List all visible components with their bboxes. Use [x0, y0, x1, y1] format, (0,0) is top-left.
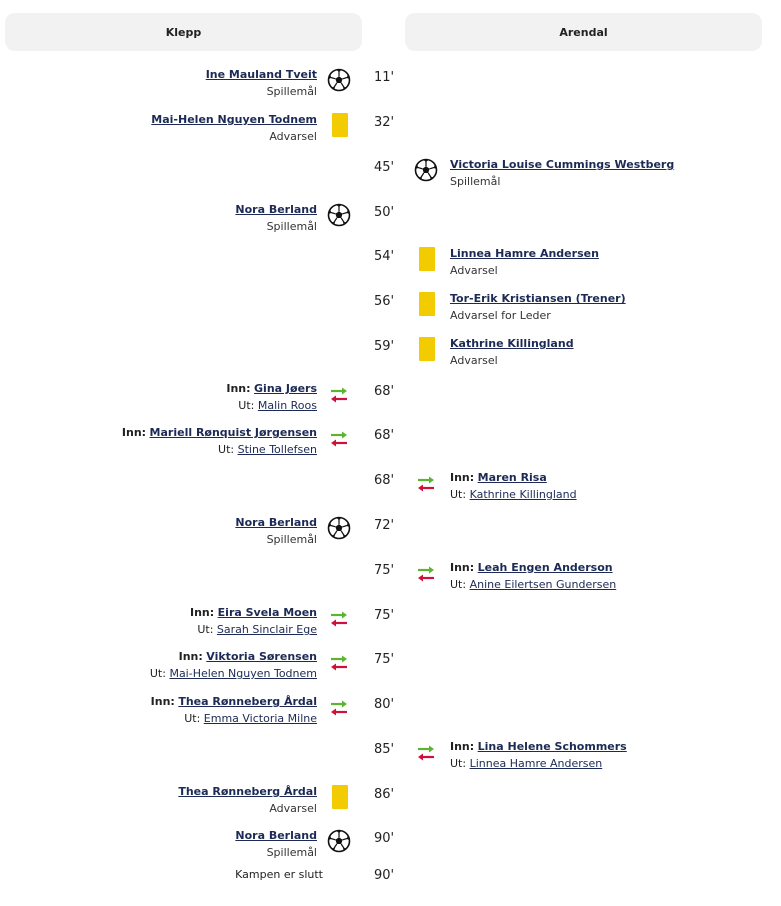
event-row — [0, 66, 781, 106]
event-minute: 54' — [373, 249, 395, 264]
player-out-link[interactable]: Anine Eilertsen Gundersen — [469, 578, 617, 591]
event-type-text: Advarsel — [269, 130, 317, 143]
sub-out-label: Ut: — [238, 399, 255, 412]
event-minute: 72' — [373, 518, 395, 533]
event-details — [450, 738, 627, 772]
event-type-text: Advarsel — [450, 264, 498, 277]
player-out-link[interactable]: Kathrine Killingland — [469, 488, 577, 501]
event-row — [0, 604, 781, 644]
player-in-link[interactable]: Gina Jøers — [254, 382, 317, 395]
player-link[interactable]: Thea Rønneberg Årdal — [178, 785, 317, 798]
event-details — [450, 290, 626, 324]
event-details — [450, 156, 674, 190]
player-out-link[interactable]: Emma Victoria Milne — [203, 712, 317, 725]
event-details — [178, 783, 317, 817]
player-in-link[interactable]: Lina Helene Schommers — [477, 740, 627, 753]
sub-in-label: Inn: — [450, 561, 475, 574]
sub-out-label: Ut: — [450, 578, 467, 591]
player-link[interactable]: Kathrine Killingland — [450, 337, 574, 350]
yellow-card-icon — [327, 785, 353, 811]
sub-in-line — [190, 604, 317, 621]
home-team-header — [5, 13, 362, 51]
event-row — [0, 335, 781, 375]
event-minute: 50' — [373, 205, 395, 220]
player-out-link[interactable]: Stine Tollefsen — [237, 443, 317, 456]
event-minute: 68' — [373, 428, 395, 443]
event-minute: 85' — [373, 742, 395, 757]
away-team-name: Arendal — [559, 25, 608, 39]
event-row — [0, 201, 781, 241]
sub-out-label: Ut: — [197, 623, 214, 636]
yellow-card-shape — [419, 292, 435, 316]
sub-in-line — [450, 559, 616, 576]
goal-ball-icon — [414, 158, 440, 184]
event-details — [226, 380, 317, 414]
event-row — [0, 559, 781, 599]
event-row — [0, 245, 781, 285]
event-details — [450, 559, 616, 593]
player-in-link[interactable]: Thea Rønneberg Årdal — [178, 695, 317, 708]
away-team-header — [405, 13, 762, 51]
goal-ball-icon — [327, 68, 353, 94]
goal-ball-icon — [327, 516, 353, 542]
event-minute: 75' — [373, 608, 395, 623]
yellow-card-shape — [419, 247, 435, 271]
player-link[interactable]: Nora Berland — [235, 829, 317, 842]
event-minute: 80' — [373, 697, 395, 712]
yellow-card-icon — [327, 113, 353, 139]
event-details — [450, 245, 599, 279]
event-details — [450, 335, 574, 369]
yellow-card-icon — [414, 337, 440, 363]
sub-out-line — [450, 486, 577, 503]
event-row — [0, 424, 781, 464]
event-type-text: Advarsel for Leder — [450, 309, 551, 322]
home-team-name: Klepp — [165, 25, 202, 39]
event-details — [150, 648, 317, 682]
event-details — [190, 604, 317, 638]
sub-out-label: Ut: — [149, 667, 166, 680]
sub-out-line — [122, 441, 317, 458]
sub-in-label: Inn: — [226, 382, 251, 395]
event-details — [122, 424, 317, 458]
sub-out-label: Ut: — [450, 488, 467, 501]
event-type-text: Spillemål — [266, 220, 317, 233]
player-link[interactable]: Mai-Helen Nguyen Todnem — [151, 113, 317, 126]
event-row — [0, 866, 781, 906]
player-link[interactable]: Tor-Erik Kristiansen (Trener) — [450, 292, 626, 305]
yellow-card-icon — [414, 292, 440, 318]
sub-in-line — [226, 380, 317, 397]
sub-in-label: Inn: — [178, 650, 203, 663]
sub-in-line — [150, 648, 317, 665]
event-row — [0, 469, 781, 509]
sub-out-label: Ut: — [184, 712, 201, 725]
sub-in-line — [450, 469, 577, 486]
goal-ball-icon — [327, 829, 353, 855]
event-row — [0, 111, 781, 151]
sub-out-line — [190, 621, 317, 638]
player-link[interactable]: Nora Berland — [235, 516, 317, 529]
event-row — [0, 380, 781, 420]
event-minute: 59' — [373, 339, 395, 354]
event-details — [206, 66, 317, 100]
event-details — [151, 693, 317, 727]
substitution-arrows-icon — [327, 606, 353, 632]
player-link[interactable]: Ine Mauland Tveit — [205, 68, 317, 81]
match-ended-text: Kampen er slutt — [235, 868, 323, 881]
event-minute: 75' — [373, 652, 395, 667]
substitution-arrows-icon — [414, 740, 440, 766]
player-in-link[interactable]: Maren Risa — [477, 471, 547, 484]
event-row — [0, 514, 781, 554]
goal-ball-icon — [327, 203, 353, 229]
player-in-link[interactable]: Leah Engen Anderson — [477, 561, 613, 574]
substitution-arrows-icon — [327, 695, 353, 721]
player-in-link[interactable]: Viktoria Sørensen — [206, 650, 317, 663]
substitution-arrows-icon — [327, 426, 353, 452]
event-minute: 45' — [373, 160, 395, 175]
sub-in-line — [450, 738, 627, 755]
sub-out-line — [450, 576, 616, 593]
sub-in-label: Inn: — [450, 471, 475, 484]
event-type-text: Advarsel — [450, 354, 498, 367]
sub-out-line — [150, 665, 317, 682]
sub-in-label: Inn: — [450, 740, 475, 753]
event-type-text: Spillemål — [266, 533, 317, 546]
event-minute: 75' — [373, 563, 395, 578]
event-details — [235, 827, 317, 861]
event-row — [0, 290, 781, 330]
event-minute: 68' — [373, 384, 395, 399]
event-minute: 56' — [373, 294, 395, 309]
player-out-link[interactable]: Linnea Hamre Andersen — [469, 757, 603, 770]
event-type-text: Advarsel — [269, 802, 317, 815]
yellow-card-shape — [332, 785, 348, 809]
player-out-link[interactable]: Sarah Sinclair Ege — [216, 623, 317, 636]
sub-in-label: Inn: — [150, 695, 175, 708]
sub-out-line — [450, 755, 627, 772]
event-row — [0, 827, 781, 867]
player-out-link[interactable]: Mai-Helen Nguyen Todnem — [169, 667, 317, 680]
player-out-link[interactable]: Malin Roos — [257, 399, 317, 412]
yellow-card-icon — [414, 247, 440, 273]
substitution-arrows-icon — [327, 382, 353, 408]
sub-out-label: Ut: — [218, 443, 235, 456]
sub-out-label: Ut: — [450, 757, 467, 770]
event-minute: 86' — [373, 787, 395, 802]
sub-in-label: Inn: — [121, 426, 147, 439]
event-row — [0, 156, 781, 196]
event-type-text: Spillemål — [450, 175, 501, 188]
event-minute: 90' — [373, 831, 395, 846]
event-row — [0, 648, 781, 688]
player-link[interactable]: Linnea Hamre Andersen — [450, 247, 599, 260]
event-minute: 90' — [373, 868, 395, 883]
sub-out-line — [226, 397, 317, 414]
sub-out-line — [151, 710, 317, 727]
sub-in-line — [122, 424, 317, 441]
event-minute: 32' — [373, 115, 395, 130]
event-details — [235, 201, 317, 235]
substitution-arrows-icon — [327, 650, 353, 676]
event-details — [151, 111, 317, 145]
player-in-link[interactable]: Mariell Rønquist Jørgensen — [149, 426, 317, 439]
sub-in-line — [151, 693, 317, 710]
event-row — [0, 693, 781, 733]
event-minute: 11' — [373, 70, 395, 85]
player-link[interactable]: Victoria Louise Cummings Westberg — [450, 158, 675, 171]
event-minute: 68' — [373, 473, 395, 488]
event-type-text: Spillemål — [266, 846, 317, 859]
substitution-arrows-icon — [414, 561, 440, 587]
event-row — [0, 738, 781, 778]
event-details — [235, 514, 317, 548]
player-in-link[interactable]: Eira Svela Moen — [217, 606, 317, 619]
event-type-text: Spillemål — [266, 85, 317, 98]
event-details — [450, 469, 577, 503]
player-link[interactable]: Nora Berland — [235, 203, 317, 216]
event-row — [0, 783, 781, 823]
yellow-card-shape — [419, 337, 435, 361]
yellow-card-shape — [332, 113, 348, 137]
substitution-arrows-icon — [414, 471, 440, 497]
sub-in-label: Inn: — [190, 606, 215, 619]
